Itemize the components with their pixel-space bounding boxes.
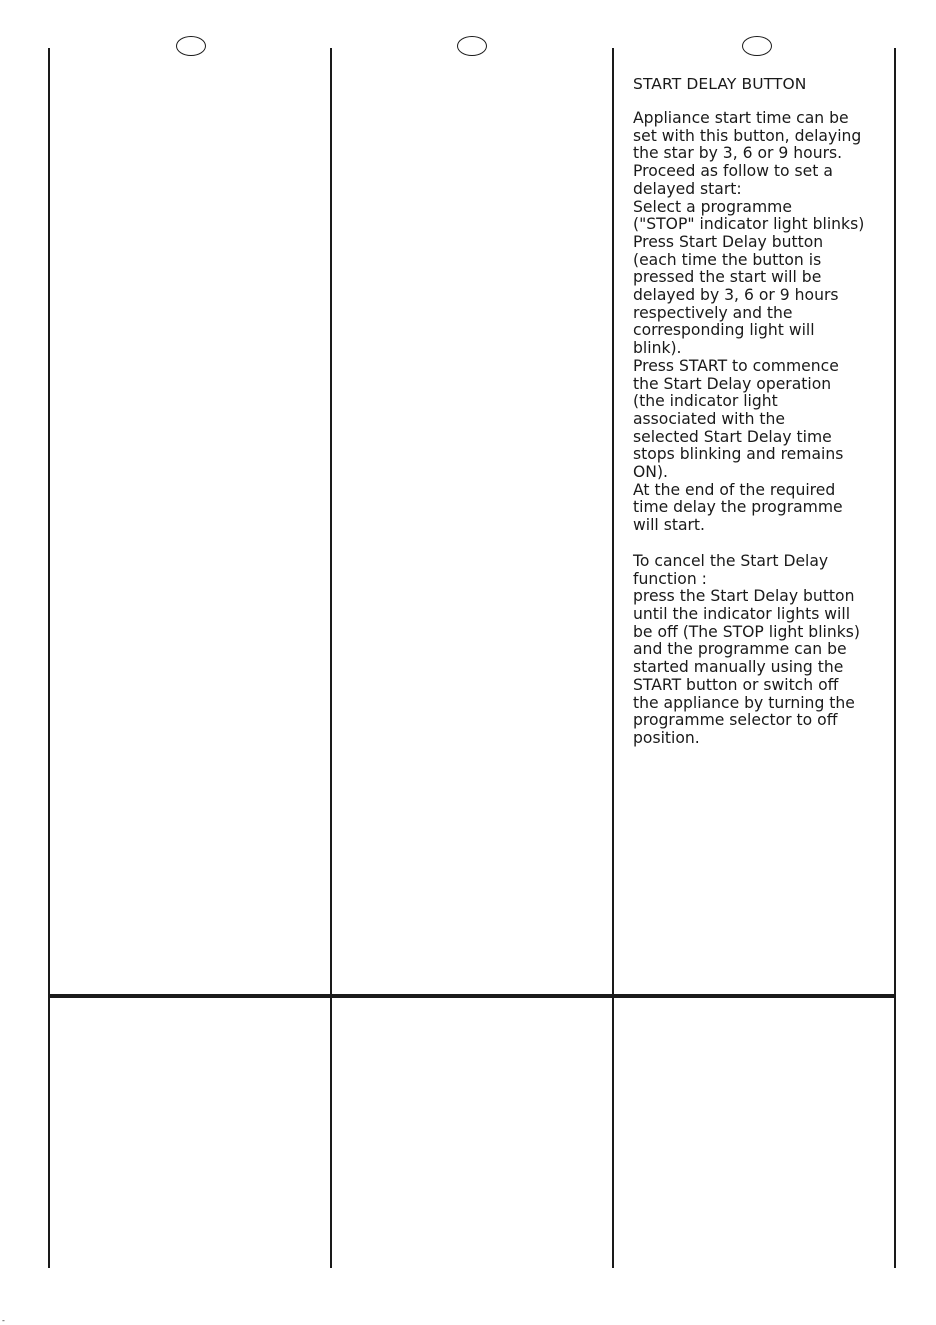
text-line: function : [633, 569, 707, 588]
text-line: selected Start Delay time [633, 427, 832, 446]
text-line: At the end of the required [633, 480, 836, 499]
page-corner-mark: - [2, 1316, 5, 1325]
text-line: ("STOP" indicator light blinks) [633, 215, 865, 234]
language-circle-icon [742, 36, 772, 56]
section-heading: START DELAY BUTTON [633, 75, 807, 93]
text-line: To cancel the Start Delay [633, 551, 829, 570]
text-line: programme selector to off [633, 711, 838, 730]
text-line: set with this button, delaying [633, 126, 862, 145]
text-line: the star by 3, 6 or 9 hours. [633, 144, 843, 163]
text-line: be off (The STOP light blinks) [633, 622, 860, 641]
language-circle-icon [176, 36, 206, 56]
text-line: Proceed as follow to set a [633, 162, 833, 181]
text-line: delayed start: [633, 179, 742, 198]
horizontal-divider [48, 994, 894, 998]
cancel-paragraph [633, 553, 888, 748]
text-line: the Start Delay operation [633, 374, 832, 393]
text-line: blink). [633, 339, 682, 358]
text-line: stops blinking and remains [633, 445, 844, 464]
text-line: (the indicator light [633, 392, 778, 411]
text-line: position. [633, 728, 700, 747]
text-line: started manually using the [633, 658, 844, 677]
text-line: will start. [633, 516, 705, 535]
instructions-paragraph [633, 110, 888, 535]
text-line: time delay the programme [633, 498, 843, 517]
text-line: press the Start Delay button [633, 587, 855, 606]
column-divider-middle-right [612, 48, 614, 1268]
column-divider-middle-left [330, 48, 332, 1268]
text-line: corresponding light will [633, 321, 815, 340]
text-line: the appliance by turning the [633, 693, 855, 712]
text-line: Press Start Delay button [633, 232, 824, 251]
paragraph-gap [633, 535, 888, 553]
text-line: pressed the start will be [633, 268, 822, 287]
language-circle-icon [457, 36, 487, 56]
text-line: Select a programme [633, 197, 792, 216]
text-line: associated with the [633, 409, 786, 428]
text-line: Press START to commence [633, 356, 839, 375]
column-divider-right [894, 48, 896, 1268]
column-divider-left [48, 48, 50, 1268]
text-line: ON). [633, 463, 668, 482]
text-line: (each time the button is [633, 250, 822, 269]
text-line: and the programme can be [633, 640, 847, 659]
text-line: delayed by 3, 6 or 9 hours [633, 286, 839, 305]
text-line: respectively and the [633, 303, 793, 322]
text-line: until the indicator lights will [633, 604, 851, 623]
start-delay-section [633, 74, 888, 748]
text-line: Appliance start time can be [633, 109, 849, 127]
text-line: START button or switch off [633, 675, 839, 694]
